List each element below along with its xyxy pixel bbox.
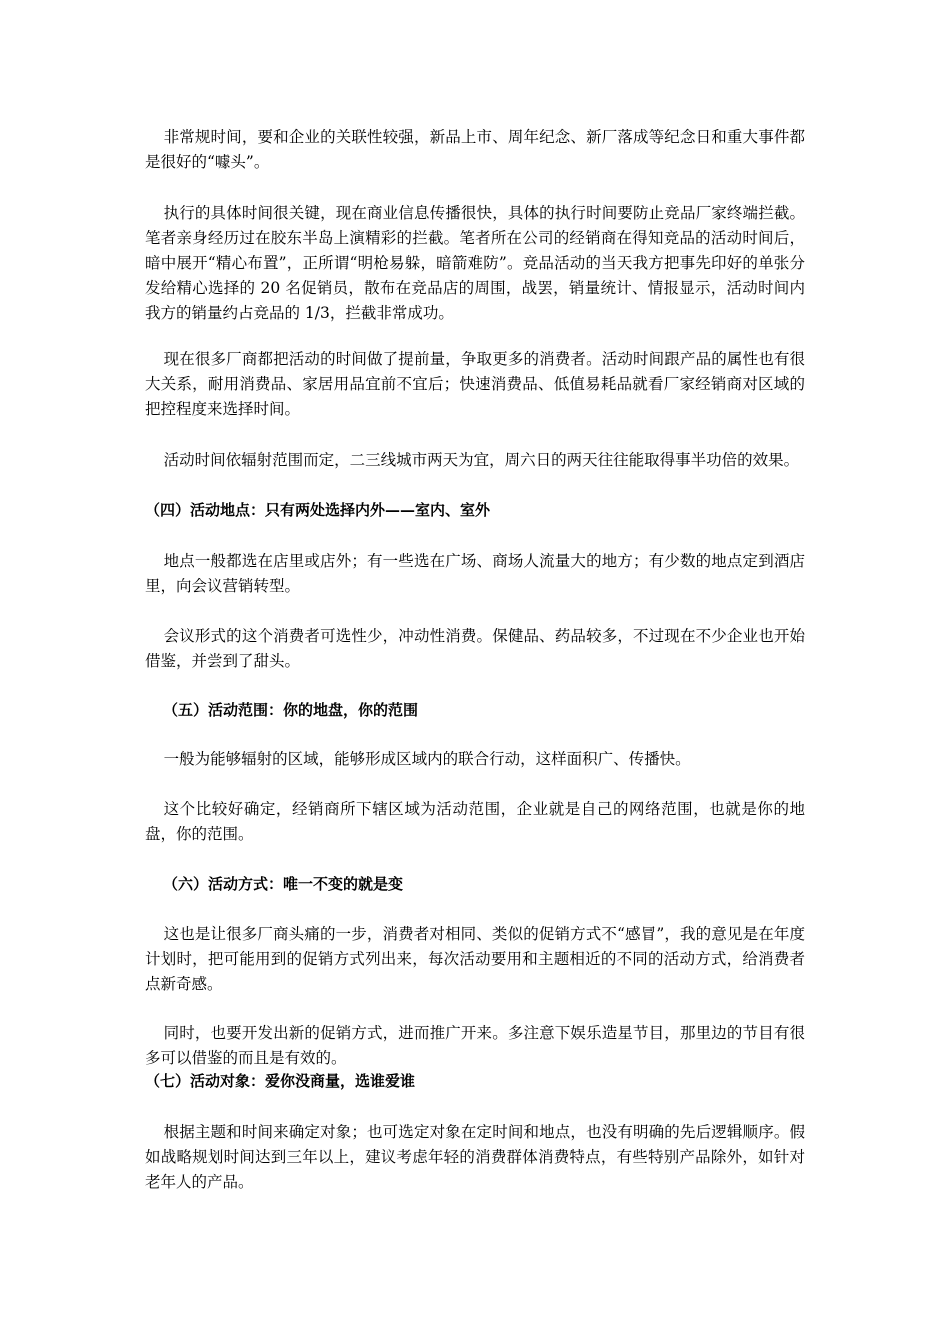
paragraph: 这也是让很多厂商头痛的一步，消费者对相同、类似的促销方式不“感冒”，我的意见是在年度计划时，把可能用到的促销方式列出来，每次活动要用和主题相近的不同的活动方式，给消费者点新奇感。 (145, 925, 805, 993)
section-heading: （五）活动范围：你的地盘，你的范围 (163, 701, 419, 719)
paragraph: 这个比较好确定，经销商所下辖区域为活动范围，企业就是自己的网络范围，也就是你的地盘，你的范围。 (145, 800, 805, 843)
paragraph: 非常规时间，要和企业的关联性较强，新品上市、周年纪念、新厂落成等纪念日和重大事件都是很好的“噱头”。 (145, 128, 805, 171)
section-heading: （六）活动方式：唯一不变的就是变 (163, 875, 404, 893)
paragraph: 活动时间依辐射范围而定，二三线城市两天为宜，周六日的两天往往能取得事半功倍的效果。 (163, 451, 800, 469)
paragraph: 现在很多厂商都把活动的时间做了提前量，争取更多的消费者。活动时间跟产品的属性也有很大关系，耐用消费品、家居用品宜前不宜后；快速消费品、低值易耗品就看厂家经销商对区域的把控程度来选择时间。 (145, 350, 805, 418)
paragraph: 根据主题和时间来确定对象；也可选定对象在定时间和地点，也没有明确的先后逻辑顺序。假如战略规划时间达到三年以上，建议考虑年轻的消费群体消费特点，有些特别产品除外，如针对老年人的产品。 (145, 1123, 805, 1191)
paragraph: 地点一般都选在店里或店外；有一些选在广场、商场人流量大的地方；有少数的地点定到酒店里，向会议营销转型。 (145, 552, 805, 595)
section-heading: （七）活动对象：爱你没商量，选谁爱谁 (145, 1072, 416, 1090)
paragraph: 一般为能够辐射的区域，能够形成区域内的联合行动，这样面积广、传播快。 (163, 750, 691, 768)
paragraph: 同时，也要开发出新的促销方式，进而推广开来。多注意下娱乐造星节目，那里边的节目有很多可以借鉴的而且是有效的。 (145, 1024, 805, 1067)
paragraph: 执行的具体时间很关键，现在商业信息传播很快，具体的执行时间要防止竞品厂家终端拦截。笔者亲身经历过在胶东半岛上演精彩的拦截。笔者所在公司的经销商在得知竞品的活动时间后，暗中展开“精心布置”，正所谓“明枪易躲，暗箭难防”。竞品活动的当天我方把事先印好的单张分发给精心选择的 20 名促销员，散布在竞品店的周围，战罢，销量统计、情报显示，活动时间内我方的销量约占竞品的 1/3，拦截非常成功。 (145, 204, 805, 322)
paragraph: 会议形式的这个消费者可选性少，冲动性消费。保健品、药品较多，不过现在不少企业也开始借鉴，并尝到了甜头。 (145, 627, 805, 670)
section-heading: （四）活动地点：只有两处选择内外——室内、室外 (145, 501, 491, 519)
